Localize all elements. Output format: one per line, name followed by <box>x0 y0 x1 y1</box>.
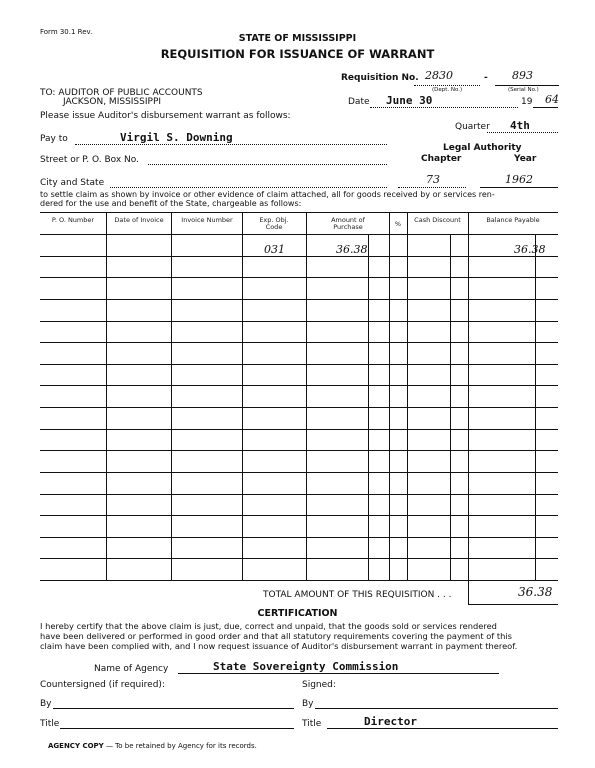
row1-balance: 36.38 <box>514 243 546 256</box>
countersigned-label: Countersigned (if required): <box>40 680 165 690</box>
header-exp-obj-code: Exp. Obj. Code <box>259 216 289 231</box>
certification-line-1: I hereby certify that the above claim is just, due, correct and unpaid, that the goods sold or services rendered <box>40 621 497 631</box>
agency-value: State Sovereignty Commission <box>213 660 399 673</box>
instruction-text: Please issue Auditor's disbursement warrant as follows: <box>40 111 291 121</box>
header-amount-of-purchase: Amount of Purchase <box>331 216 365 231</box>
street-label: Street or P. O. Box No. <box>40 155 139 165</box>
year-value: 1962 <box>505 173 533 186</box>
requisition-dash: - <box>484 73 488 83</box>
certification-line-2: have been delivered or performed in good order and that all statutory requirements covering the payment of this <box>40 631 512 641</box>
table-row-rule <box>40 537 558 538</box>
certification-line-3: claim have been complied with, and I now request issuance of Auditor's disbursement warrant in payment thereof. <box>40 641 518 651</box>
header-date-of-invoice: Date of Invoice <box>114 216 164 224</box>
to-line-1: TO: AUDITOR OF PUBLIC ACCOUNTS <box>40 88 203 98</box>
date-value: June 30 <box>386 94 433 107</box>
certification-title: CERTIFICATION <box>257 608 338 619</box>
table-row-rule <box>40 299 558 300</box>
title-value: Director <box>364 715 417 728</box>
title-label-left: Title <box>40 719 60 729</box>
table-row-rule <box>40 342 558 343</box>
title-label-right: Title <box>302 719 322 729</box>
quarter-value: 4th <box>510 119 530 132</box>
signed-label: Signed: <box>302 680 336 690</box>
quarter-label: Quarter <box>455 122 490 132</box>
header-percent: % <box>394 220 402 228</box>
by-label-left: By <box>40 699 52 709</box>
date-century: 19 <box>521 97 533 107</box>
requisition-label: Requisition No. <box>341 73 419 83</box>
table-row-rule <box>40 321 558 322</box>
settle-text-2: dered for the use and benefit of the State, chargeable as follows: <box>40 199 302 208</box>
table-row-rule <box>40 472 558 473</box>
chapter-label: Chapter <box>421 154 462 164</box>
table-row-rule <box>40 277 558 278</box>
date-year: 64 <box>545 93 559 106</box>
year-label: Year <box>514 154 537 164</box>
settle-text-1: to settle claim as shown by invoice or other evidence of claim attached, all for goods received by or services ren- <box>40 190 495 199</box>
form-id: Form 30.1 Rev. <box>40 28 93 36</box>
dept-no-caption: (Dept. No.) <box>432 87 463 93</box>
row1-amount: 36.38 <box>336 243 368 256</box>
total-value: 36.38 <box>518 585 553 599</box>
row1-exp-code: 031 <box>264 243 285 256</box>
table-row-rule <box>40 515 558 516</box>
city-label: City and State <box>40 178 105 188</box>
total-label: TOTAL AMOUNT OF THIS REQUISITION . . . <box>263 590 452 600</box>
footer-agency-copy: AGENCY COPY <box>48 742 104 750</box>
agency-label: Name of Agency <box>94 664 169 674</box>
by-label-right: By <box>302 699 314 709</box>
footer-text: — To be retained by Agency for its records. <box>103 742 257 750</box>
header-po-number: P. O. Number <box>51 216 95 224</box>
pay-to-value: Virgil S. Downing <box>120 131 233 144</box>
serial-no-caption: (Serial No.) <box>508 87 539 93</box>
legal-authority-label: Legal Authority <box>443 143 522 153</box>
table-row-rule <box>40 450 558 451</box>
table-row-rule <box>40 256 558 257</box>
form-title: REQUISITION FOR ISSUANCE OF WARRANT <box>160 47 435 61</box>
header-cash-discount: Cash Discount <box>414 216 461 224</box>
date-label: Date <box>348 97 370 107</box>
chapter-value: 73 <box>426 173 440 186</box>
table-row-rule <box>40 385 558 386</box>
to-line-2: JACKSON, MISSISSIPPI <box>63 97 162 107</box>
requisition-serial-no: 893 <box>512 69 533 82</box>
table-row-rule <box>40 364 558 365</box>
pay-to-label: Pay to <box>40 134 68 144</box>
requisition-dept-no: 2830 <box>425 69 453 82</box>
header-balance-payable: Balance Payable <box>486 216 540 224</box>
table-row-rule <box>40 407 558 408</box>
table-row-rule <box>40 429 558 430</box>
state-title: STATE OF MISSISSIPPI <box>238 33 357 44</box>
table-row-rule <box>40 558 558 559</box>
table-row-rule <box>40 494 558 495</box>
header-invoice-number: Invoice Number <box>181 216 233 224</box>
